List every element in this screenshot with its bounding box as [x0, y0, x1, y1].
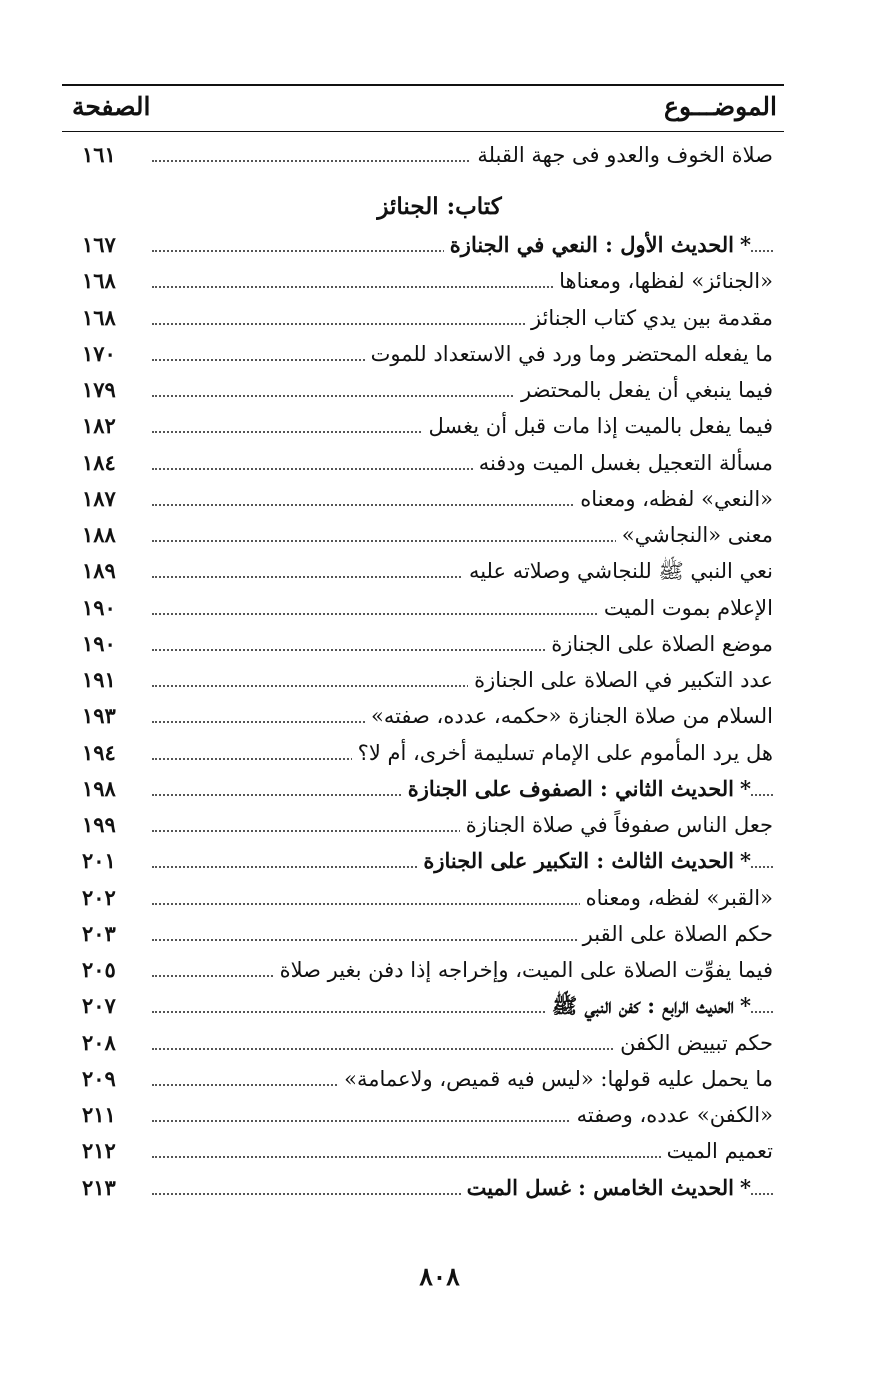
toc-entry	[0, 336, 879, 372]
toc-entry	[0, 408, 879, 444]
toc-entry	[0, 626, 879, 662]
entry-page: ١٦١	[82, 142, 116, 167]
section-title: كتاب: الجنائز	[377, 193, 502, 220]
entry-page: ١٧٠	[82, 341, 116, 366]
toc-hadith-heading	[0, 771, 879, 807]
entry-title: «الكفن» عدده، وصفته	[571, 1097, 773, 1133]
entry-page: ٢١٢	[82, 1138, 116, 1163]
entry-title: ما يحمل عليه قولها: «ليس فيه قميص، ولاعمامة»	[338, 1061, 773, 1097]
entry-title: الإعلام بموت الميت	[598, 590, 773, 626]
entry-title: فيما يفوِّت الصلاة على الميت، وإخراجه إذا دفن بغير صلاة	[274, 952, 773, 988]
toc-entry	[0, 1133, 879, 1169]
heading-text: الحديث الخامس : غسل الميت	[466, 1175, 735, 1200]
toc-entry	[0, 1097, 879, 1133]
entry-page: ٢٠٩	[82, 1066, 116, 1091]
toc-entry	[0, 952, 879, 988]
toc-entry	[0, 372, 879, 408]
entry-title: حكم تبييض الكفن	[614, 1025, 773, 1061]
header-rule	[62, 131, 784, 132]
entry-page: ٢٠١	[82, 848, 116, 873]
toc-entry	[0, 517, 879, 553]
heading-marker: *	[740, 232, 751, 257]
heading-marker: *	[740, 776, 751, 801]
entry-page: ١٩٤	[82, 740, 116, 765]
toc-entry	[0, 916, 879, 952]
entry-title: ما يفعله المحتضر وما ورد في الاستعداد للموت	[365, 336, 773, 372]
toc-entry	[0, 807, 879, 843]
entry-page: ١٨٤	[82, 450, 116, 475]
entry-page: ١٦٨	[82, 268, 116, 293]
heading-marker: *	[740, 848, 751, 873]
entry-page: ١٩٩	[82, 812, 116, 837]
entry-title: فيما ينبغي أن يفعل بالمحتضر	[515, 372, 773, 408]
entry-title: مسألة التعجيل بغسل الميت ودفنه	[473, 445, 773, 481]
entry-title: «النعي» لفظه، ومعناه	[574, 481, 773, 517]
entry-page: ٢٠٢	[82, 885, 116, 910]
toc-hadith-heading	[0, 227, 879, 263]
toc-entry	[0, 662, 879, 698]
entry-title: عدد التكبير في الصلاة على الجنازة	[468, 662, 773, 698]
entry-page: ١٨٩	[82, 558, 116, 583]
heading-text: الحديث الأول : النعي في الجنازة	[449, 232, 735, 257]
entry-page: ٢١٣	[82, 1175, 116, 1200]
entry-title: هل يرد المأموم على الإمام تسليمة أخرى، أم لا؟	[352, 735, 773, 771]
column-header-page: الصفحة	[72, 92, 151, 121]
entry-page: ١٦٨	[82, 305, 116, 330]
heading-text: الحديث الرابع : كفن النبي ﷺ	[551, 993, 735, 1018]
entry-title	[402, 771, 751, 807]
entry-page: ١٨٧	[82, 486, 116, 511]
entry-page: ٢٠٣	[82, 921, 116, 946]
toc-hadith-heading	[0, 843, 879, 879]
entry-title: حكم الصلاة على القبر	[577, 916, 773, 952]
entry-page: ١٨٢	[82, 413, 116, 438]
toc-hadith-heading	[0, 1170, 879, 1206]
entry-page: ٢١١	[82, 1102, 116, 1127]
entry-page: ١٩٠	[82, 631, 116, 656]
toc-entry	[0, 137, 879, 173]
entry-title: موضع الصلاة على الجنازة	[545, 626, 773, 662]
entry-title: «الجنائز» لفظها، ومعناها	[553, 263, 773, 299]
toc-entry	[0, 300, 879, 336]
toc-entry	[0, 735, 879, 771]
entry-page: ١٩٨	[82, 776, 116, 801]
toc-entry	[0, 445, 879, 481]
entry-title	[417, 843, 751, 879]
heading-marker: *	[740, 993, 751, 1018]
entry-page: ٢٠٥	[82, 957, 116, 982]
entry-page: ١٩٠	[82, 595, 116, 620]
toc-entry	[0, 1025, 879, 1061]
page-number: ٨٠٨	[419, 1262, 460, 1291]
entry-title: مقدمة بين يدي كتاب الجنائز	[525, 300, 773, 336]
entry-title	[546, 988, 751, 1024]
entry-page: ١٩٣	[82, 703, 116, 728]
column-header-topic: الموضـــوع	[664, 92, 777, 121]
toc-entry	[0, 590, 879, 626]
entry-page: ١٩١	[82, 667, 116, 692]
entry-title	[461, 1170, 751, 1206]
toc-hadith-heading	[0, 988, 879, 1024]
entry-page: ٢٠٧	[82, 993, 116, 1018]
toc-entry	[0, 553, 879, 589]
heading-text: الحديث الثالث : التكبير على الجنازة	[423, 848, 735, 873]
entry-page: ٢٠٨	[82, 1030, 116, 1055]
entry-title: السلام من صلاة الجنازة «حكمه، عدده، صفته»	[365, 698, 773, 734]
entry-page: ١٨٨	[82, 522, 116, 547]
entry-page: ١٧٩	[82, 377, 116, 402]
heading-marker: *	[740, 1175, 751, 1200]
toc-entry	[0, 263, 879, 299]
entry-title	[444, 227, 751, 263]
entry-title: معنى «النجاشي»	[616, 517, 773, 553]
entry-title: فيما يفعل بالميت إذا مات قبل أن يغسل	[423, 408, 773, 444]
entry-title: جعل الناس صفوفاً في صلاة الجنازة	[460, 807, 773, 843]
top-rule	[62, 84, 784, 86]
entry-title: تعميم الميت	[661, 1133, 773, 1169]
toc-entry	[0, 1061, 879, 1097]
entry-title: «القبر» لفظه، ومعناه	[580, 880, 773, 916]
heading-text: الحديث الثاني : الصفوف على الجنازة	[407, 776, 735, 801]
entry-page: ١٦٧	[82, 232, 116, 257]
entry-title: صلاة الخوف والعدو فى جهة القبلة	[471, 137, 773, 173]
entry-title: نعي النبي ﷺ للنجاشي وصلاته عليه	[463, 553, 773, 589]
toc-entry	[0, 481, 879, 517]
toc-entry	[0, 880, 879, 916]
toc-entry	[0, 698, 879, 734]
